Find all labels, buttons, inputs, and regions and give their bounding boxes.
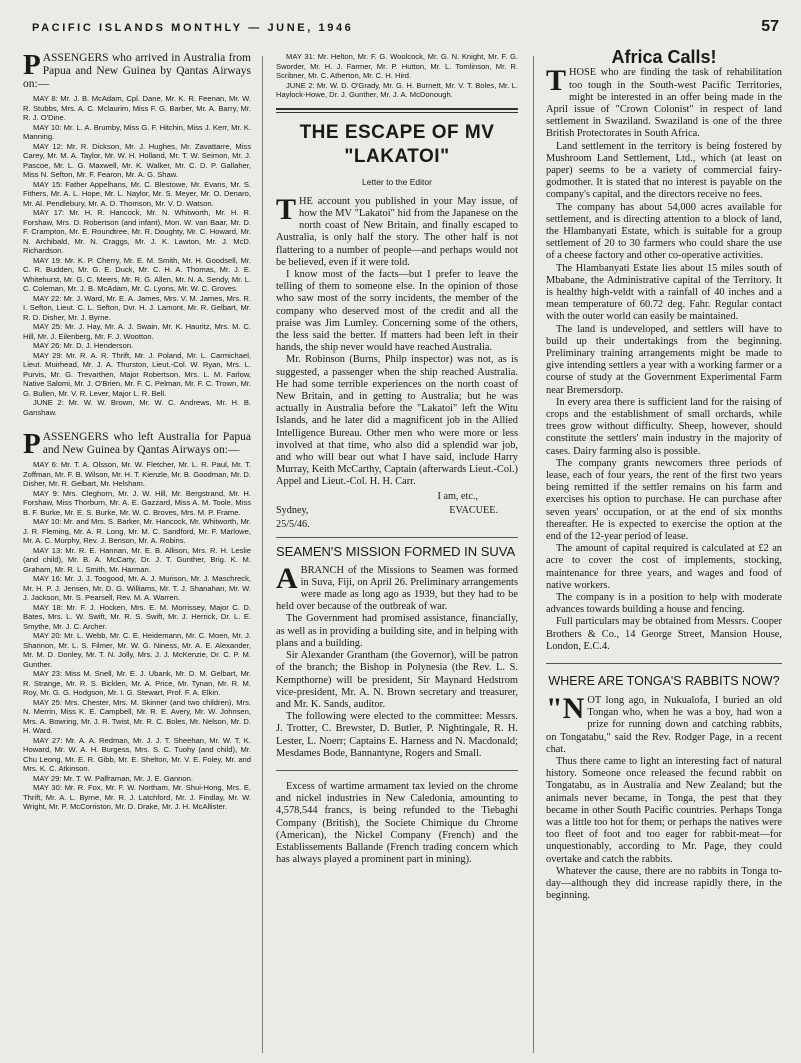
africa-paragraph: Full particulars may be obtained from Messrs. Cooper Brothers & Co., 14 George Street, Mansion House, London, E.C.4. bbox=[546, 616, 782, 652]
escape-closing bbox=[276, 491, 518, 503]
drop-cap: "N bbox=[546, 692, 585, 726]
sign-place: Sydney, bbox=[276, 504, 309, 516]
arrival-entry: MAY 25: Mr. J. Hay, Mr. A. J. Swain, Mr. K. Hauritz, Mrs. M. C. Hill, Mr. J. Eilenberg, Mr. F. J. Wootton. bbox=[23, 322, 251, 341]
africa-paragraph: The company is in a position to help with moderate advances towards building a house and fencing. bbox=[546, 592, 782, 616]
closing-text: I am, etc., bbox=[437, 490, 478, 502]
column-middle bbox=[276, 52, 518, 866]
drop-cap: P bbox=[23, 428, 41, 460]
departure-entry: MAY 18: Mr. F. J. Hocken, Mrs. E. M. Morrissey, Major C. D. Bates, Mrs. L. W. Swift, Mr. R. S. Swift, Mr. J. Herrick, Dr. L. E. Smythe, Mr. J. C. Archer. bbox=[23, 602, 251, 631]
tonga-paragraph: Whatever the cause, there are no rabbits in Tonga to-day—although they did increase rapidly there, in the beginning. bbox=[546, 865, 782, 902]
departure-entry: MAY 10: Mr. and Mrs. S. Barker, Mr. Hancock, Mr. Whitworth, Mr. J. R. Fleming, Mr. A. R. Long, Mr. M. C. Sandford, Mr. F. Marlowe, Mr. A. C. Murphy, Rev. J. Benson, Mr. A. Robins. bbox=[23, 517, 251, 545]
africa-paragraph: The amount of capital required is calculated at £2 an acre to cover the cost of implements, stocking, maintenance for three years, and wages and food of native workers. bbox=[546, 543, 782, 591]
section-rule bbox=[276, 108, 518, 113]
arrivals-list bbox=[23, 94, 251, 417]
africa-article-title: Africa Calls! bbox=[611, 47, 717, 67]
departure-entry: MAY 23: Miss M. Snell, Mr. E. J. Ubank, Mr. D. M. Gelbart, Mr. R. Strange, Mr. R. S. Bicklen, Mr. A. Price, Mr. Tynan, Mr. R. M. Roy, Mr. G. G. Hodgson, Mr. I. G. Stewart, Prof. F. A. Elkin. bbox=[23, 669, 251, 697]
departure-entry: MAY 16: Mr. J. J. Toogood, Mr. A. J. Murison, Mr. J. Maschreck, Mr. H. P. J. Jensen, Mr. D. G. Williams, Mr. T. J. Shanahan, Mr. W. J. Jackson, Mr. S. Pearsell, Rev. M. A. Warren. bbox=[23, 574, 251, 602]
africa-paragraph: The land is undeveloped, and settlers will have to build up their undertakings from the beginning. Preliminary training arrangements might be made to give intending settlers a year with a working farmer or a course of study at the Government Experimental Farm near Bremersdorp. bbox=[546, 323, 782, 396]
seamen-paragraph: BRANCH of the Missions to Seamen was formed in Suva, Fiji, on April 26. Preliminary arrangements were made as long ago as 1939, but they had to be held over because of the outbreak of war. bbox=[276, 564, 518, 613]
column-passengers bbox=[23, 49, 252, 826]
caledonia-paragraph: Excess of wartime armament tax levied on the chrome and nickel industries in New Caledonia, amounting to 4,578,544 francs, is being refunded to the Tiebaghi Company (British), the Societe Chimique du Chrome (American), the Nickel Company (French) and the Establissements Ballande (French trading concern which has always played a prominent part in mining). bbox=[276, 780, 518, 866]
departure-entry: MAY 27: Mr. A. A. Redman, Mr. J. J. T. Sheehan, Mr. W. T. K. Howard, Mr. W. A. H. Burgess, Mrs. S. C. Tuohy (and child), Mr. Chu Leong, Mr. E. R. Gibb, Mr. E. Shelton, Mr. V. E. Foley, Mr. and Mrs. K. C. Atkinson. bbox=[23, 735, 251, 773]
running-title: PACIFIC ISLANDS MONTHLY — JUNE, 1946 bbox=[32, 22, 354, 34]
departure-entry: MAY 13: Mr. R. E. Hannan, Mr. E. B. Allison, Mrs. R. H. Leslie (and child), Mr. B. A. McCarty, Dr. J. T. Gunther, Brig. K. M. Graham, Mr. R. L. Smith, Mr. Harman. bbox=[23, 545, 251, 574]
arrival-entry: MAY 12: Mr. R. Dickson, Mr. J. Hughes, Mr. Zavattarre, Miss Carey, Mr. M. A. Taylor, Mr. W. H. Holland, Mr. T. W. Seimon, Mr. J. Pascoe, Mr. L. G. Maxwell, Mr. K. Walker, Mr. C. D. P. Gallaher, Miss N. Sefton, Mr. F. Fearon, Mr. A. G. Shaw. bbox=[23, 141, 251, 179]
escape-paragraph: I know most of the facts—but I prefer to leave the telling of them to someone else. In the opinion of those who saw most of the sorry incidents, the member of the company who deserved most of the credit and all the praise was Jim Lumley. Concerning some of the others, the less said the better. If matters had been left in their hands, the ship never would have reached Australia. bbox=[276, 269, 518, 354]
tonga-article-title: WHERE ARE TONGA'S RABBITS NOW? bbox=[548, 674, 780, 689]
escape-paragraph: HE account you published in your May issue, of how the MV "Lakatoi" hid from the Japanese on the north coast of New Britain, and finally escaped to Australia, is only half the story. The other half is not flattering to a number of people—and perhaps would not be believed, even if it were told. bbox=[276, 195, 518, 268]
arrivals-heading-text: ASSENGERS who arrived in Australia from Papua and New Guinea by Qantas Airways on:— bbox=[23, 52, 251, 90]
arrival-entry: MAY 22: Mr. J. Ward, Mr. E. A. James, Mrs. V. M. James, Mrs. R. I. Sefton, Lieut. C. L. Sefton, Dvr. H. J. Lamont, Mr. R. Gelbart, Mr. R. D. Disher, Mr. J. Byrne. bbox=[23, 293, 251, 322]
seamen-paragraph: The following were elected to the committee: Messrs. J. Trotter, C. Brewster, D. Butler, P. Nightingale, R. H. Lester, L. Noerr; Captains E. Harness and N. Macdonald; Mesdames Bode, Bannantyne, Rogers and Small. bbox=[276, 711, 518, 759]
tonga-paragraph: Thus there came to light an interesting fact of natural history. Someone once released the fecund rabbit on Tongatabu, as in Australia and New Zealand; but the animals never became, in Tonga, the pest that they became in other South Pacific countries. Perhaps Tonga was a little too hot for them; or perhaps the natives were too fleet of foot and too eager for rabbit-meat—for unquestionably, according to Mr. Page, they could overtake and catch the rabbits. bbox=[546, 756, 782, 865]
arrival-entry: MAY 19: Mr. K. P. Cherry, Mr. E. M. Smith, Mr. H. Goodsell, Mr. C. R. Budden, Mr. G. E. Duck, Mr. C. H. A. Thomas, Mr. J. E. Whitehurst, Mr. G. C. Meers, Mr. R. G. Allen, Mr. N. A. Sendy, Mr. L. C. Coleman, Mr. J. B. McAdam, Mr. C. Lyons, Mr. W. C. Groves. bbox=[23, 255, 251, 293]
seamen-paragraph: Sir Alexander Grantham (the Governor), will be patron of the branch; the Bishop in Polynesia (the Rev. L. S. Kempthorne) will be president, Sir Maynard Hedstrom vice-president, Mr. A. N. Brown secretary and treasurer, and Mr. K. Sands, auditor. bbox=[276, 650, 518, 710]
arrival-entry: MAY 29: Mr. R. A. R. Thrift, Mr. J. Poland, Mr. L. Carmichael, Lieut. Muirhead, Mr. J. A. Thurston, Lieut.-Col. W. Ryan, Mrs. L. Purvis, Mr. G. Trevarthen, Major Robertson, Mrs. L. M. Farlow, Native Salomi, Mr. J. O'Brien, Mr. F. C. Pelman, Mr. F. C. Trown, Mr. G. Bullen, Mr. V. R. Lever, Major L. R. Bell. bbox=[23, 350, 251, 398]
africa-paragraph: In every area there is sufficient land for the raising of crops and the establishment of small orchards, while trees grow without difficulty. Sheep, however, should constitute the settlers' main industry in the majority of cases. Dairy farming also is possible. bbox=[546, 396, 782, 457]
departures-heading-text: ASSENGERS who left Australia for Papua and New Guinea by Qantas Airways on:— bbox=[42, 431, 251, 456]
arrivals-heading bbox=[23, 49, 251, 91]
africa-paragraph: The Hlambanyati Estate lies about 15 miles south of Mbabane, the Administrative capital of the Territory. It is healthy high-veldt with a rainfall of 40 inches and a mean temperature of 60.72 deg. Fahr. Regular contact with the outer world can easily be maintained. bbox=[546, 262, 782, 323]
arrival-entry: MAY 17: Mr. H. R. Hancock, Mr. N. Whitworth, Mr. H. R. Forshaw, Mrs. D. Robertson (and infant), Mon. W. van Baar, Mr. D. F. Crampton, Mr. E. Roundtree, Mr. R. Doughty, Mr. C. Howard, Mr. N. Archibald, Mr. N. Craggs, Mr. J. K. Lawton, Mr. J. McD. Richardson. bbox=[23, 208, 251, 255]
seamen-article-title: SEAMEN'S MISSION FORMED IN SUVA bbox=[276, 543, 516, 559]
page-number: 57 bbox=[761, 18, 779, 35]
arrival-entry: MAY 10: Mr. L. A. Brumby, Miss G. F. Hitchin, Miss J. Kerr, Mr. K. Manning. bbox=[23, 122, 251, 141]
section-rule bbox=[276, 537, 518, 538]
departure-entry: MAY 9: Mrs. Cleghorn, Mr. J. W. Hill, Mr. Bergstrand, Mr. H. Forshaw, Miss Thorburn, Mr. A. E. Gazzard, Miss A. M. Toole, Miss B. F. Burke, Mr. E. S. Burke, Mr. W. C. Broves, Mrs. M. P. Frame. bbox=[23, 488, 251, 517]
escape-date-line bbox=[276, 519, 518, 531]
sign-date: 25/5/46. bbox=[276, 518, 310, 530]
escape-signature bbox=[276, 505, 518, 517]
arrival-entry: JUNE 2: Mr. W. W. Brown, Mr. W. C. Andrews, Mr. H. B. Ganshaw. bbox=[23, 398, 251, 417]
africa-paragraph: The company has about 54,000 acres available for settlement, and is directing attention to a block of land, the Hlambanyati Estate, which is suitable for a group settlement of 20 to 30 farmers who could share the use of a cheese factory and other co-operative activities. bbox=[546, 201, 782, 262]
section-rule bbox=[546, 663, 782, 664]
escape-article-title: THE ESCAPE OF MV "LAKATOI" bbox=[299, 121, 495, 167]
escape-byline: Letter to the Editor bbox=[362, 176, 432, 187]
departure-entry: MAY 25: Mrs. Chester, Mrs. M. Skinner (and two children), Mrs. N. Merrin, Miss K. E. Campbell, Mr. R. E. Avery, Mr. W. Johnsen, Mrs. A. Bowring, Mr. J. R. Twist, Mr. R. C. Boles, Mr. Nelson, Mr. D. H. Ward. bbox=[23, 697, 251, 735]
departure-entry: MAY 20: Mr. L. Webb, Mr. C. E. Heidemann, Mr. C. Moen, Mr. J. Shannon, Mr. L. S. Filmer, Mr. W. G. Niness, Mr. A. E. Alexander, Mr. M. D. Donley, Mr. T. N. Jolly, Mrs. J. J. McKenzie, Dr. C. P. M. Gunther. bbox=[23, 631, 251, 669]
section-rule bbox=[276, 770, 518, 771]
running-header bbox=[32, 18, 779, 42]
seamen-article-body bbox=[276, 561, 518, 760]
departure-entry: MAY 31: Mr. Helton, Mr. F. G. Woolcock, Mr. G. N. Knight, Mr. F. G. Sworder, Mr. H. J. Farmer, Mr. P. Hutton, Mr. L. Tomlinson, Mr. R. Scribner, Mr. C. Atherton, Mr. C. H. Hird. bbox=[276, 52, 518, 80]
africa-paragraph: Land settlement in the territory is being fostered by Mushroom Land Settlement, Ltd., which (at least on paper) seems to be a variety of commercial fairy-godmother. It is stated that no interest is payable on the company's capital, and the directors receive no fees. bbox=[546, 140, 782, 201]
departure-entry: MAY 30: Mr. R. Fox, Mr. F. W. Northam, Mr. Shui-Hong, Mrs. E. Thrift, Mr. A. L. Byrne, Mr. R. J. Latchford, Mr. J. Findlay, Mr. W. Wright, Mr. P. McCorriston, Mr. D. Drake, Mr. J. H. McAllister. bbox=[23, 783, 251, 811]
departures-heading bbox=[23, 428, 251, 460]
column-divider bbox=[262, 56, 263, 1053]
departures-continued-list bbox=[276, 52, 518, 100]
departure-entry: JUNE 2: Mr. W. D. O'Grady, Mr. G. H. Burnett, Mr. V. T. Boles, Mr. L. Haylock-Howe, Dr. J. Gunther, Mr. J. A. McDonough. bbox=[276, 80, 518, 99]
africa-paragraph: HOSE who are finding the task of rehabilitation too tough in the South-west Pacific Territories, might be interested in an offer being made in the April issue of "Crown Colonist" in respect of land settlement in Swaziland. Swaziland is one of the three British Protectorates in South Africa. bbox=[546, 67, 782, 140]
departures-list bbox=[23, 460, 251, 812]
escape-article-body bbox=[276, 192, 518, 531]
caledonia-note bbox=[276, 781, 518, 866]
drop-cap: T bbox=[546, 64, 567, 98]
column-right bbox=[546, 47, 782, 903]
arrival-entry: MAY 8: Mr. J. B. McAdam, Cpl. Dane, Mr. K. R. Feenan, Mr. W. R. Stubbs, Mrs. A. C. Mclaurim, Miss F. G. Barber, Mr. A. Barry, Mr. R. J. O'Dine. bbox=[23, 94, 251, 122]
departure-entry: MAY 29: Mr. T. W. Palframan, Mr. J. E. Gannon. bbox=[33, 773, 193, 783]
seamen-paragraph: The Government had promised assistance, financially, as well as in providing a building site, and in helping with plans and a building. bbox=[276, 613, 518, 649]
drop-cap: T bbox=[276, 192, 297, 226]
departure-entry: MAY 6: Mr. T. A. Olsson, Mr. W. Fletcher, Mr. L. R. Paul, Mr. T. Zoffman, Mr. F. B. Wilson, Mr. H. T. Kienzle, Mr. B. Goodman, Mr. D. Disher, Mr. R. Gelbart, Mr. Helsham. bbox=[23, 460, 252, 488]
drop-cap: A bbox=[276, 561, 298, 595]
escape-paragraph: Mr. Robinson (Burns, Philp inspector) was not, as is suggested, a passenger when the ship reached Australia. He had some terrible experiences on the north coast of New Britain, and in getting to Australia; but he was actually in Australia before the "Lakatoi" left the Witu Islands, and he later did a magnificent job in the Allied Intelligence Bureau. Other men who were more or less involved at that time, who also did a splendid war job, and who will bear out what I have said, include Harry Murray, Keith McCarthy, Captain (afterwards Lieut.-Col.) Appel and Lieut.-Col. H. H. Carr. bbox=[276, 354, 518, 488]
africa-article-body bbox=[546, 64, 782, 653]
column-divider bbox=[533, 56, 534, 1053]
arrival-entry: MAY 26: Mr. D. J. Henderson. bbox=[33, 341, 134, 350]
arrival-entry: MAY 15: Father Appelhans, Mr. C. Blestowe, Mr. Evans, Mr. S. Fithers, Mr. A. L. Hope, Mr. L. Naylor, Mr. S. Meyer, Mr. O. Denaro, Mr. Al. Pendlebury, Mr. A. D. Thomson, Mr. V. D. Watson. bbox=[23, 179, 251, 208]
africa-paragraph: The company grants newcomers three periods of lease, each of four years, the rent of the first two years being remitted if the settler remains on his farm and exercises his option to purchase. He can purchase after seven years' occupation, or at the end of six months thereafter. He is expected to exercise the option at the end of the 12-year period of lease. bbox=[546, 457, 782, 543]
tonga-paragraph: OT long ago, in Nukualofa, I buried an old Tongan who, when he was a boy, had won a prize for running down and catching rabbits, on Tongatabu," said the Rev. Rodger Page, in a recent chat. bbox=[546, 695, 782, 755]
signer: EVACUEE. bbox=[449, 504, 498, 516]
drop-cap: P bbox=[23, 49, 41, 81]
tonga-article-body bbox=[546, 692, 782, 902]
